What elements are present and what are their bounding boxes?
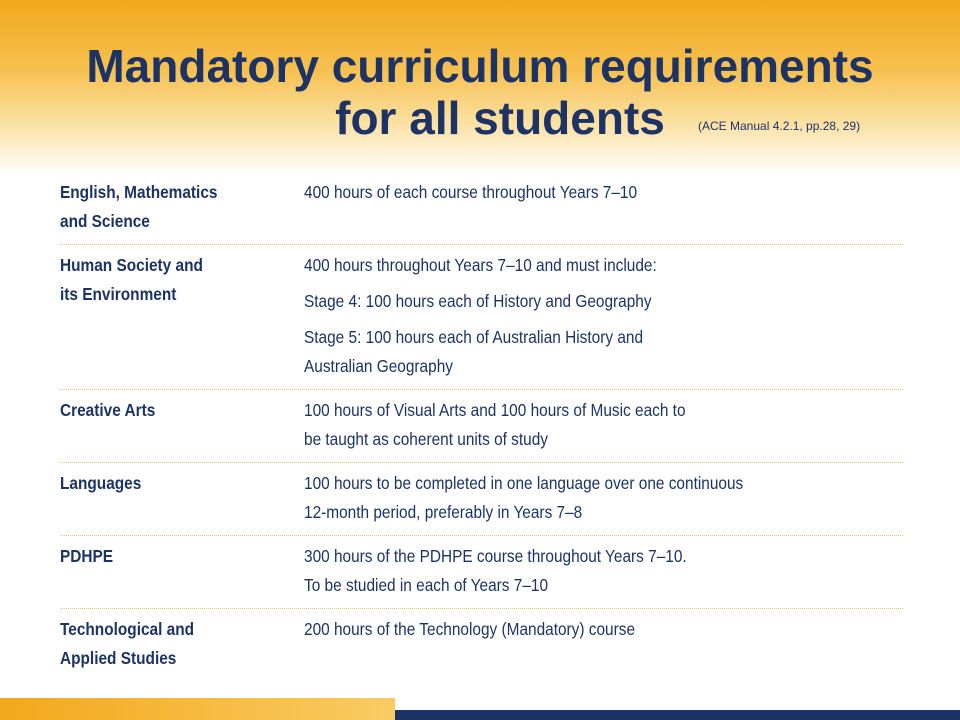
requirement-row [60, 172, 903, 245]
requirement-text: 100 hours to be completed in one language over one continuous 12-month period, preferably in Years 7–8 [304, 473, 744, 522]
subject-label: Languages [60, 473, 142, 493]
requirement-description [304, 615, 903, 673]
requirement-row [60, 390, 903, 463]
title-line-2: for all students [335, 92, 665, 144]
footer-gold-bar [0, 698, 395, 720]
requirement-row [60, 609, 903, 681]
requirement-text: Stage 4: 100 hours each of History and Geography [304, 291, 652, 311]
subject-label: Technological and Applied Studies [60, 619, 195, 668]
requirement-row [60, 463, 903, 536]
requirement-row [60, 245, 903, 390]
requirement-description [304, 542, 903, 600]
subject-label: Human Society and its Environment [60, 255, 203, 304]
requirements-table [60, 172, 903, 681]
requirement-description [304, 469, 903, 527]
requirement-row [60, 536, 903, 609]
subject-label: English, Mathematics and Science [60, 182, 218, 231]
subject-label: PDHPE [60, 546, 114, 566]
requirement-text: 400 hours throughout Years 7–10 and must include: [304, 255, 657, 275]
requirement-text: 200 hours of the Technology (Mandatory) course [304, 619, 636, 639]
requirement-text: 100 hours of Visual Arts and 100 hours of Music each to be taught as coherent units of study [304, 400, 686, 449]
subject-label: Creative Arts [60, 400, 156, 420]
requirement-text: Stage 5: 100 hours each of Australian History and Australian Geography [304, 327, 644, 376]
title-line-1: Mandatory curriculum requirements [86, 40, 874, 92]
requirement-text: 400 hours of each course throughout Years 7–10 [304, 182, 638, 202]
requirement-description [304, 251, 903, 381]
manual-reference: (ACE Manual 4.2.1, pp.28, 29) [698, 119, 861, 133]
requirement-text: 300 hours of the PDHPE course throughout Years 7–10. To be studied in each of Years 7–10 [304, 546, 687, 595]
requirement-description [304, 178, 903, 236]
footer-navy-bar [395, 710, 960, 720]
requirement-description [304, 396, 903, 454]
